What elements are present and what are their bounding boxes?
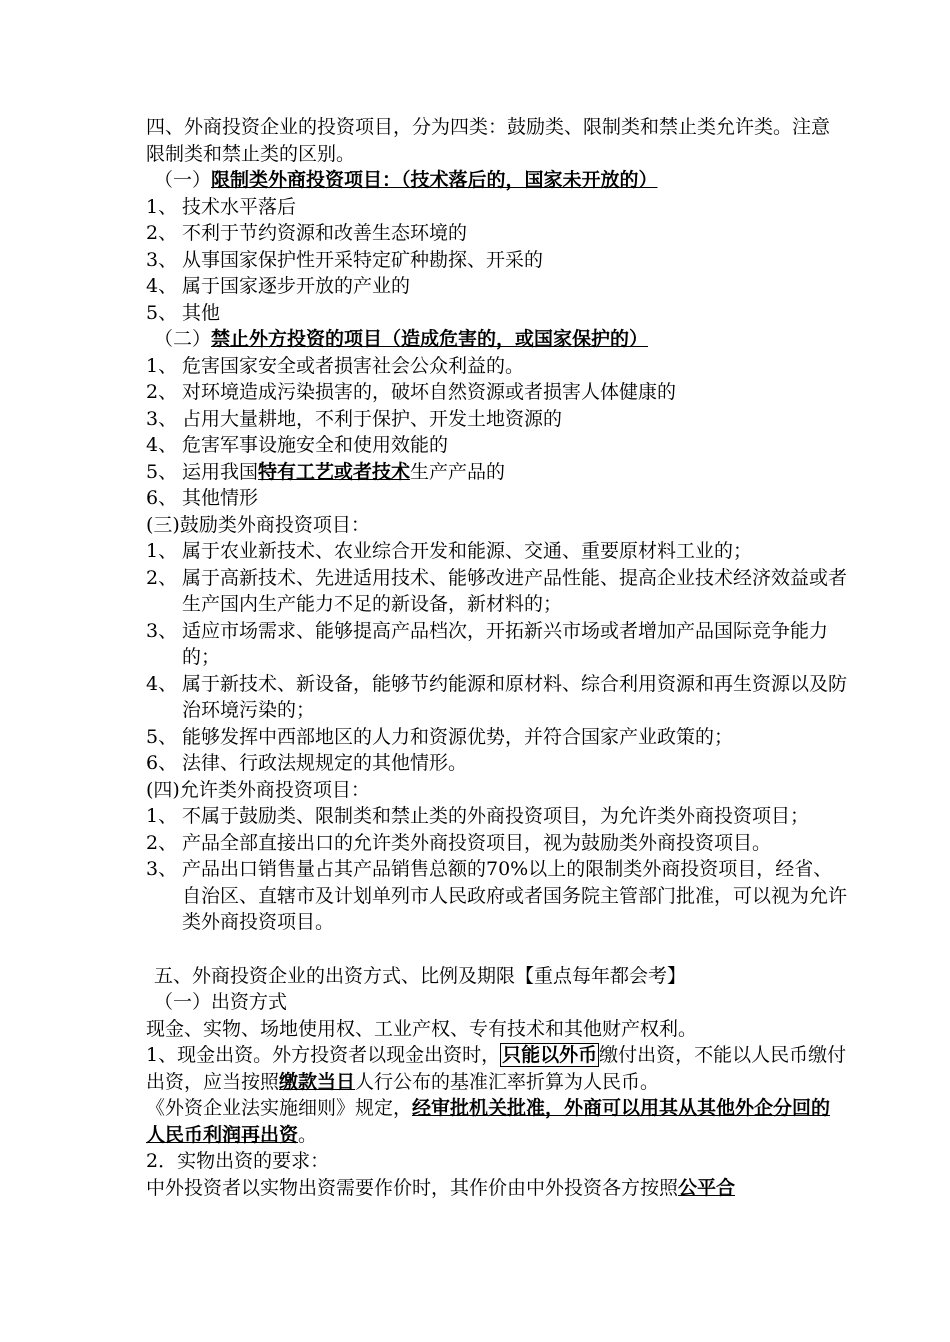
section-5-sub-1: （一）出资方式 (154, 991, 288, 1013)
list-item: 6、 其他情形 (146, 487, 259, 509)
contribution-methods: 现金、实物、场地使用权、工业产权、专有技术和其他财产权利。 (146, 1017, 698, 1040)
list-item: 4、 危害军事设施安全和使用效能的 (146, 434, 449, 456)
list-item: 4、 属于国家逐步开放的产业的 (146, 275, 411, 297)
list-item: 3、 从事国家保护性开采特定矿种勘探、开采的 (146, 248, 544, 271)
list-item: 1、 属于农业新技术、农业综合开发和能源、交通、重要原材料工业的； (146, 540, 753, 562)
regulation-note: 《外资企业法实施细则》规定，经审批机关批准，外商可以用其从其他外企分回的人民币利润再出资。 (146, 1097, 831, 1146)
list-item: 1、 危害国家安全或者损害社会公众利益的。 (146, 354, 525, 377)
in-kind-heading: 2．实物出资的要求： (146, 1150, 330, 1172)
list-item: 5、 运用我国特有工艺或者技术生产产品的 (146, 460, 506, 483)
in-kind-text: 中外投资者以实物出资需要作价时，其作价由中外投资各方按照公平合 (146, 1176, 736, 1199)
cash-contribution: 1、现金出资。外方投资者以现金出资时， 只能以外币 缴付出资，不能以人民币缴付出资，应当按照缴款当日人行公布的基准汇率折算为人民币。 (146, 1044, 847, 1093)
subsection-4-heading: (四)允许类外商投资项目： (146, 778, 370, 801)
section-5-title: 五、外商投资企业的出资方式、比例及期限【重点每年都会考】 (154, 964, 687, 987)
subsection-3-heading: (三)鼓励类外商投资项目： (146, 513, 370, 536)
list-item: 3、 产品出口销售量占其产品销售总额的70%以上的限制类外商投资项目，经省、自治区、直辖市及计划单列市人民政府或者国务院主管部门批准，可以视为允许类外商投资项目。 (146, 858, 848, 933)
subsection-4-list (106, 803, 848, 936)
document-body (106, 114, 848, 1201)
list-item: 4、 属于新技术、新设备，能够节约能源和原材料、综合利用资源和再生资源以及防治环境污染的； (146, 672, 848, 721)
list-item: 2、 属于高新技术、先进适用技术、能够改进产品性能、提高企业技术经济效益或者生产国内生产能力不足的新设备，新材料的； (146, 566, 848, 615)
subsection-3-list (106, 538, 848, 777)
subsection-2-heading: （二）禁止外方投资的项目（造成危害的，或国家保护的） (154, 328, 649, 350)
list-item: 6、 法律、行政法规规定的其他情形。 (146, 752, 468, 774)
list-item: 5、 其他 (146, 301, 221, 324)
list-item: 5、 能够发挥中西部地区的人力和资源优势，并符合国家产业政策的； (146, 725, 734, 748)
subsection-1-list (106, 194, 848, 327)
list-item: 1、 不属于鼓励类、限制类和禁止类的外商投资项目，为允许类外商投资项目； (146, 805, 810, 827)
list-item: 1、 技术水平落后 (146, 195, 297, 218)
list-item: 3、 占用大量耕地，不利于保护、开发土地资源的 (146, 407, 563, 430)
subsection-2-list (106, 353, 848, 512)
list-item: 3、 适应市场需求、能够提高产品档次，开拓新兴市场或者增加产品国际竞争能力的； (146, 619, 829, 668)
paragraph-gap (106, 936, 848, 963)
list-item: 2、 不利于节约资源和改善生态环境的 (146, 222, 468, 244)
list-item: 2、 对环境造成污染损害的，破坏自然资源或者损害人体健康的 (146, 381, 677, 403)
subsection-1-heading: （一）限制类外商投资项目：（技术落后的，国家未开放的） (154, 169, 658, 191)
section-4-intro: 四、外商投资企业的投资项目，分为四类：鼓励类、限制类和禁止类允许类。注意限制类和禁止类的区别。 (146, 116, 831, 165)
list-item: 2、 产品全部直接出口的允许类外商投资项目，视为鼓励类外商投资项目。 (146, 831, 772, 854)
